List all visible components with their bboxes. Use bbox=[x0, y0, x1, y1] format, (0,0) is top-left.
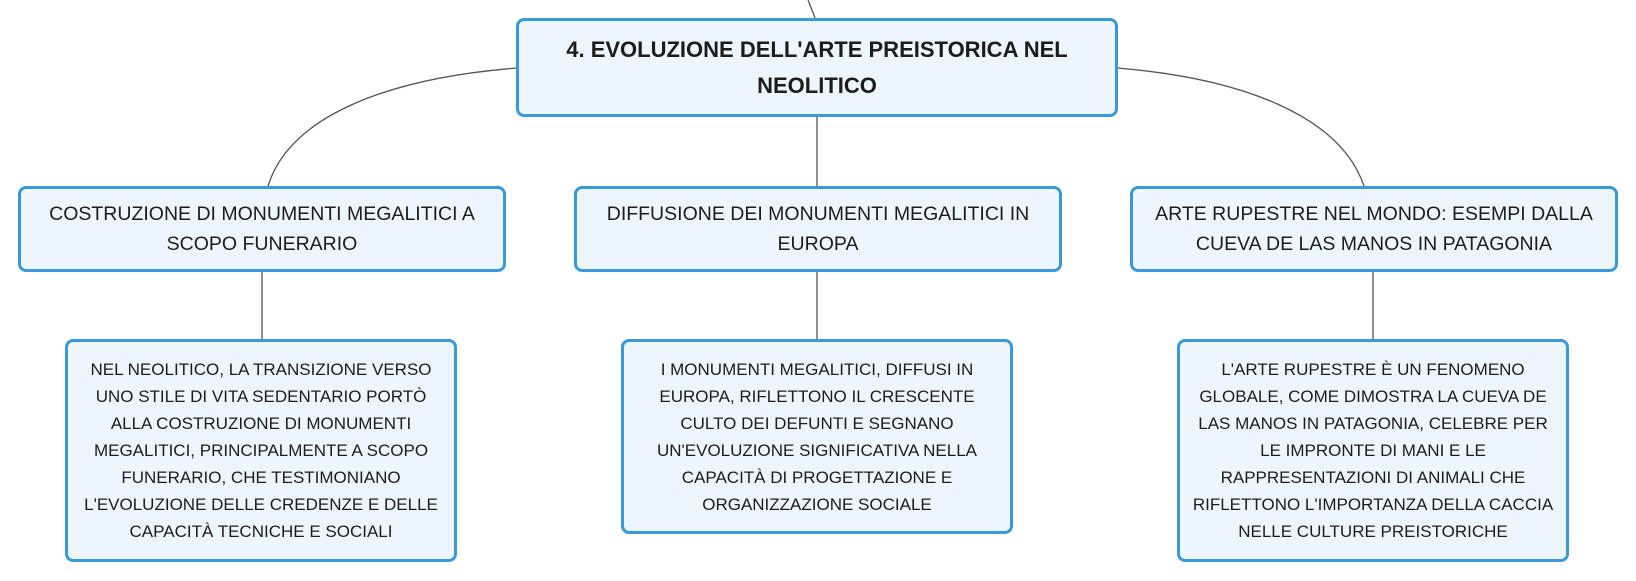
detail-node-megalithic-construction[interactable] bbox=[65, 339, 457, 562]
connector-from-parent bbox=[808, 0, 815, 18]
branch-topic-label: DIFFUSIONE DEI MONUMENTI MEGALITICI IN EUROPA bbox=[606, 203, 1030, 255]
branch-topic-rock-art[interactable] bbox=[1130, 186, 1618, 272]
detail-node-rock-art[interactable] bbox=[1177, 339, 1569, 562]
connector-root-to-branch-1 bbox=[268, 68, 517, 186]
branch-topic-label: ARTE RUPESTRE NEL MONDO: ESEMPI DALLA CUEVA DE LAS MANOS IN PATAGONIA bbox=[1155, 203, 1593, 255]
detail-text: I MONUMENTI MEGALITICI, DIFFUSI IN EUROPA, RIFLETTONO IL CRESCENTE CULTO DEI DEFUNTI E SEGNANO UN'EVOLUZIONE SIGNIFICATIVA NELLA CAPACITÀ DI PROGETTAZIONE E ORGANIZZAZIONE SOCIALE bbox=[656, 359, 978, 514]
branch-topic-megalithic-construction[interactable] bbox=[18, 186, 506, 272]
branch-topic-megalithic-diffusion[interactable] bbox=[574, 186, 1062, 272]
connector-root-to-branch-3 bbox=[1117, 68, 1364, 186]
detail-text: NEL NEOLITICO, LA TRANSIZIONE VERSO UNO STILE DI VITA SEDENTARIO PORTÒ ALLA COSTRUZIONE DI MONUMENTI MEGALITICI, PRINCIPALMENTE A SCOPO FUNERARIO, CHE TESTIMONIANO L'EVOLUZIONE DELLE CREDENZE E DELLE CAPACITÀ TECNICHE E SOCIALI bbox=[84, 360, 438, 541]
root-topic-node[interactable] bbox=[516, 18, 1118, 117]
root-topic-label: 4. EVOLUZIONE DELL'ARTE PREISTORICA NEL NEOLITICO bbox=[566, 36, 1068, 98]
detail-text: L'ARTE RUPESTRE È UN FENOMENO GLOBALE, COME DIMOSTRA LA CUEVA DE LAS MANOS IN PATAGONIA, CELEBRE PER LE IMPRONTE DI MANI E LE RAPPRESENTAZIONI DI ANIMALI CHE RIFLETTONO L'IMPORTANZA DELLA CACCIA NELLE CULTURE PREISTORICHE bbox=[1192, 360, 1554, 541]
detail-node-megalithic-diffusion[interactable] bbox=[621, 339, 1013, 534]
branch-topic-label: COSTRUZIONE DI MONUMENTI MEGALITICI A SCOPO FUNERARIO bbox=[49, 203, 475, 255]
